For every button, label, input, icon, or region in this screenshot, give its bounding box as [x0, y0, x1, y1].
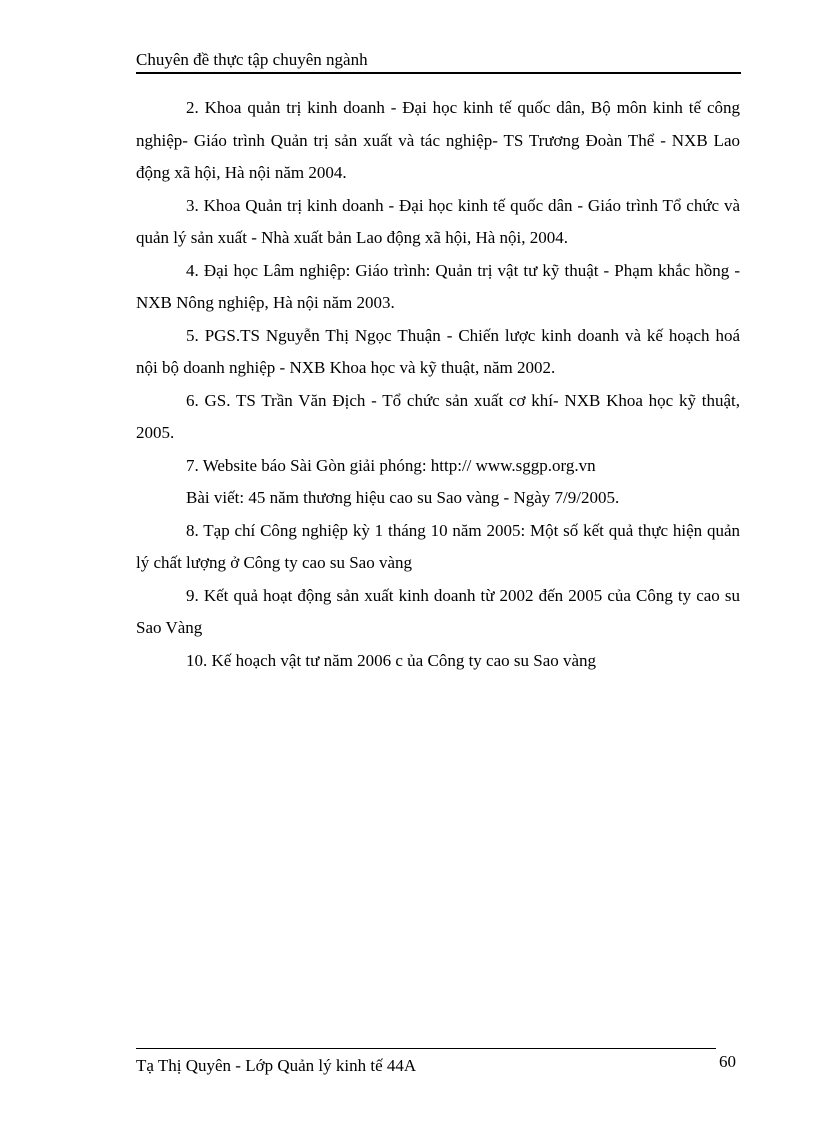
page-header [136, 50, 741, 74]
footer-author: Tạ Thị Quyên - Lớp Quản lý kinh tế 44A [136, 1056, 417, 1075]
reference-item-7: 7. Website báo Sài Gòn giải phóng: http:// www.sggp.org.vn [186, 455, 596, 475]
reference-item-3: 3. Khoa Quản trị kinh doanh - Đại học kinh tế quốc dân - Giáo trình Tổ chức và quản lý sản xuất - Nhà xuất bản Lao động xã hội, Hà nội, 2004. [136, 195, 740, 247]
reference-item-2: 2. Khoa quản trị kinh doanh - Đại học kinh tế quốc dân, Bộ môn kinh tế công nghiệp- Giáo trình Quản trị sản xuất và tác nghiệp- TS Trương Đoàn Thể - NXB Lao động xã hội, Hà nội năm 2004. [136, 98, 740, 182]
footer-divider [136, 1048, 716, 1049]
reference-item-9: 9. Kết quả hoạt động sản xuất kinh doanh từ 2002 đến 2005 của Công ty cao su Sao Vàng [136, 585, 740, 637]
header-title: Chuyên đề thực tập chuyên ngành [136, 50, 368, 69]
reference-item-8: 8. Tạp chí Công nghiệp kỳ 1 tháng 10 năm 2005: Một số kết quả thực hiện quản lý chất lượng ở Công ty cao su Sao vàng [136, 520, 740, 572]
reference-item-4: 4. Đại học Lâm nghiệp: Giáo trình: Quản trị vật tư kỹ thuật - Phạm khắc hồng - NXB Nông nghiệp, Hà nội năm 2003. [136, 260, 740, 312]
reference-list [136, 92, 740, 677]
reference-item-5: 5. PGS.TS Nguyễn Thị Ngọc Thuận - Chiến lược kinh doanh và kế hoạch hoá nội bộ doanh nghiệp - NXB Khoa học và kỹ thuật, năm 2002. [136, 325, 740, 377]
reference-item-7-article: Bài viết: 45 năm thương hiệu cao su Sao vàng - Ngày 7/9/2005. [186, 488, 620, 507]
page-number: 60 [719, 1052, 736, 1071]
page-footer [136, 1048, 741, 1078]
reference-item-6: 6. GS. TS Trần Văn Địch - Tổ chức sản xuất cơ khí- NXB Khoa học kỹ thuật, 2005. [136, 390, 740, 442]
reference-item-10: 10. Kế hoạch vật tư năm 2006 c ủa Công ty cao su Sao vàng [186, 650, 597, 670]
